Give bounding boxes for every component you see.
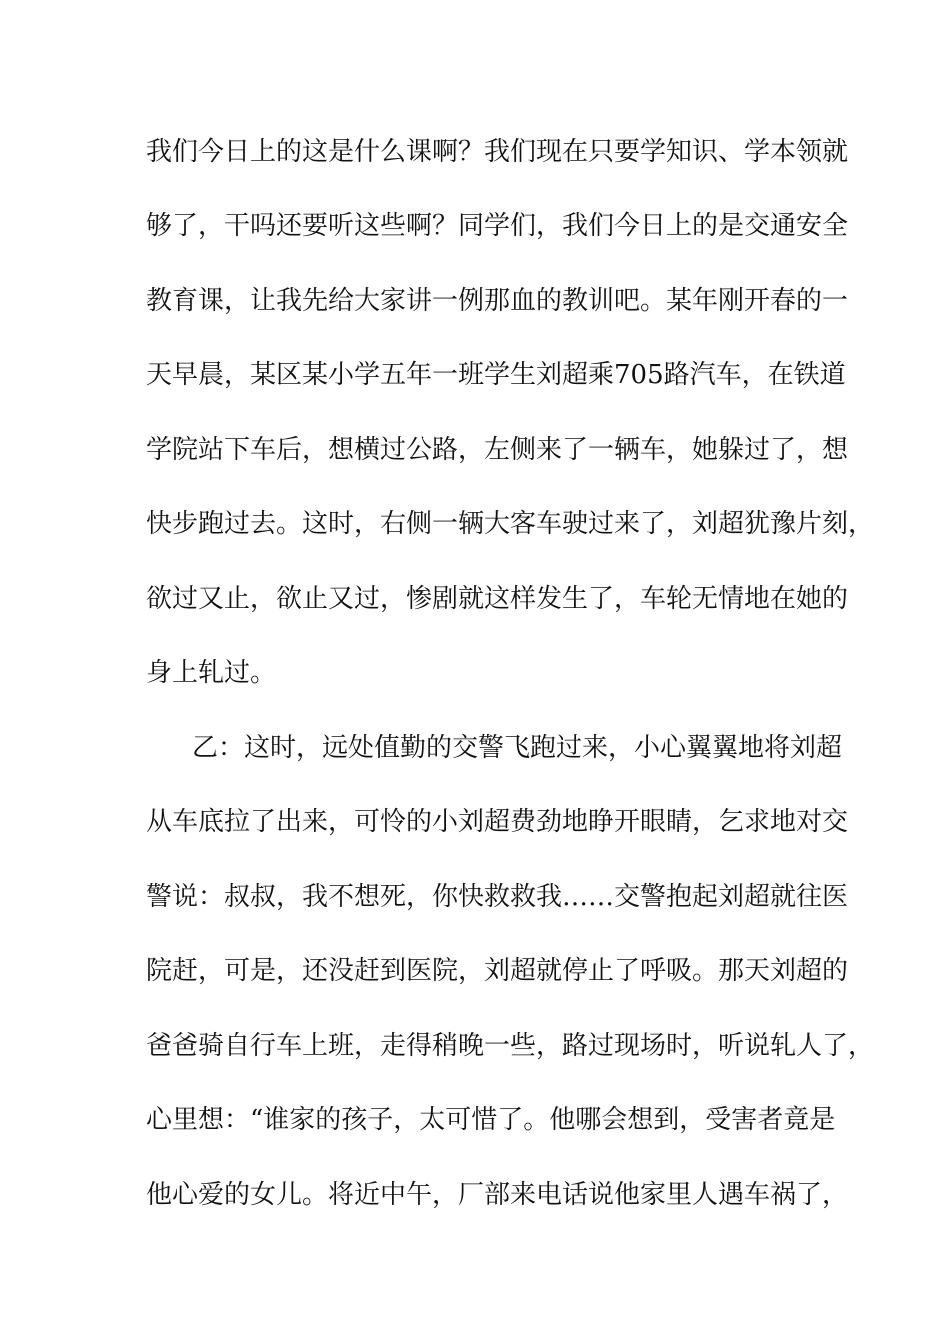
text-line: 爸爸骑自行车上班，走得稍晚一些，路过现场时，听说轧人了， <box>146 1031 875 1061</box>
text-line: 心里想：“谁家的孩子，太可惜了。他哪会想到，受害者竟是 <box>146 1105 836 1135</box>
text-line: 身上轧过。 <box>146 658 277 688</box>
text-line: 天早晨，某区某小学五年一班学生刘超乘705路汽车，在铁道 <box>146 360 846 390</box>
text-line: 他心爱的女儿。将近中午，厂部来电话说他家里人遇车祸了， <box>146 1180 849 1210</box>
text-line: 够了，干吗还要听这些啊？同学们，我们今日上的是交通安全 <box>146 211 849 241</box>
text-line: 学院站下车后，想横过公路，左侧来了一辆车，她躲过了，想 <box>146 435 849 465</box>
text-line: 我们今日上的这是什么课啊？我们现在只要学知识、学本领就 <box>146 137 849 167</box>
text-line: 教育课，让我先给大家讲一例那血的教训吧。某年刚开春的一 <box>146 286 849 316</box>
text-line: 欲过又止，欲止又过，惨剧就这样发生了，车轮无情地在她的 <box>146 584 849 614</box>
text-line: 快步跑过去。这时，右侧一辆大客车驶过来了，刘超犹豫片刻， <box>146 509 875 539</box>
text-line: 乙：这时，远处值勤的交警飞跑过来，小心翼翼地将刘超 <box>192 733 843 763</box>
text-line: 从车底拉了出来，可怜的小刘超费劲地睁开眼睛，乞求地对交 <box>146 807 849 837</box>
text-line: 院赶，可是，还没赶到医院，刘超就停止了呼吸。那天刘超的 <box>146 956 849 986</box>
text-line: 警说：叔叔，我不想死，你快救救我……交警抱起刘超就往医 <box>146 882 849 912</box>
